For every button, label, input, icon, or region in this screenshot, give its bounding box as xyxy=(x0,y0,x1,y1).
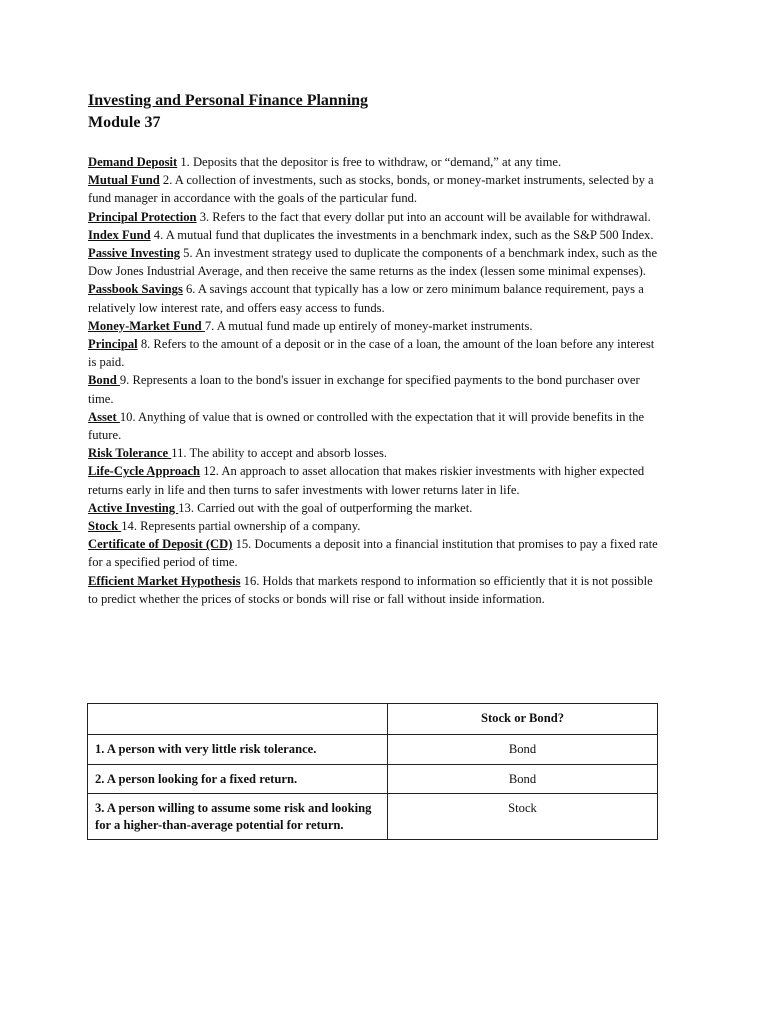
term-entry xyxy=(88,280,660,316)
term-entry xyxy=(88,535,660,571)
term-name: Index Fund xyxy=(88,227,151,242)
term-name: Risk Tolerance xyxy=(88,446,172,461)
table-row xyxy=(88,735,658,765)
term-name: Asset xyxy=(88,409,120,424)
term-name: Principal xyxy=(88,337,138,352)
table-row xyxy=(88,794,658,840)
term-entry xyxy=(88,444,660,462)
document-title: Investing and Personal Finance Planning xyxy=(88,92,369,109)
term-entry xyxy=(88,317,660,335)
term-name: Mutual Fund xyxy=(88,173,160,188)
table-row xyxy=(88,764,658,794)
term-name: Money-Market Fund xyxy=(88,318,205,333)
term-definition: 1. Deposits that the depositor is free to withdraw, or “demand,” at any time. xyxy=(177,155,562,169)
term-entry xyxy=(88,517,660,535)
term-definition: 5. An investment strategy used to duplicate the components of a benchmark index, such as the Dow Jones Industrial Average, and then receive the same returns as the index (lessen some minimal expenses). xyxy=(88,246,658,279)
term-name: Efficient Market Hypothesis xyxy=(88,573,241,588)
term-definition: 2. A collection of investments, such as stocks, bonds, or money-market instruments, selected by a fund manager in accordance with the goals of the particular fund. xyxy=(88,173,654,206)
term-definition: 14. Represents partial ownership of a company. xyxy=(121,519,361,534)
term-definition: 8. Refers to the amount of a deposit or in the case of a loan, the amount of the loan before any interest is paid. xyxy=(88,337,655,370)
scenario-cell: 2. A person looking for a fixed return. xyxy=(88,764,388,794)
term-definition: 10. Anything of value that is owned or controlled with the expectation that it will provide benefits in the future. xyxy=(88,409,645,443)
term-entry xyxy=(88,171,660,207)
term-name: Active Investing xyxy=(88,500,179,515)
term-definition: 13. Carried out with the goal of outperforming the market. xyxy=(178,500,473,515)
scenario-cell: 3. A person willing to assume some risk and looking for a higher-than-average potential for return. xyxy=(88,794,388,840)
term-definition: 16. Holds that markets respond to information so efficiently that it is not possible to predict whether the prices of stocks or bonds will rise or fall without inside information. xyxy=(88,573,653,606)
answer-cell: Bond xyxy=(388,764,658,794)
term-name: Stock xyxy=(88,519,122,534)
answer-cell: Stock xyxy=(388,794,658,840)
term-definition: 4. A mutual fund that duplicates the investments in a benchmark index, such as the S&P 500 Index. xyxy=(150,227,654,242)
term-entry xyxy=(88,244,660,280)
term-entry xyxy=(88,572,660,608)
term-name: Principal Protection xyxy=(88,209,197,224)
term-definition: 9. Represents a loan to the bond's issuer in exchange for specified payments to the bond purchaser over time. xyxy=(88,373,640,406)
term-name: Passbook Savings xyxy=(88,282,183,297)
table-header-cell-empty xyxy=(88,704,388,735)
scenario-cell: 1. A person with very little risk tolerance. xyxy=(88,735,388,765)
answer-cell: Bond xyxy=(388,735,658,765)
term-name: Bond xyxy=(88,373,120,388)
term-entry xyxy=(88,371,660,407)
term-name: Passive Investing xyxy=(88,246,181,261)
term-definition: 7. A mutual fund made up entirely of money-market instruments. xyxy=(204,318,533,333)
term-entry xyxy=(88,335,660,371)
table-header-row xyxy=(88,704,658,735)
stock-or-bond-table xyxy=(87,703,658,840)
term-definition: 6. A savings account that typically has a low or zero minimum balance requirement, pays a relatively low interest rate, and offers easy access to funds. xyxy=(88,282,644,315)
term-name: Life-Cycle Approach xyxy=(88,464,201,479)
module-number: Module 37 xyxy=(88,114,161,131)
term-definition: 15. Documents a deposit into a financial institution that promises to pay a fixed rate for a specified period of time. xyxy=(88,537,658,570)
table-header-cell: Stock or Bond? xyxy=(388,704,658,735)
term-definition: 11. The ability to accept and absorb losses. xyxy=(171,446,388,461)
term-entry xyxy=(88,153,660,171)
term-entry xyxy=(88,208,660,226)
term-definition: 12. An approach to asset allocation that makes riskier investments with higher expected returns early in life and then turns to safer investments with lower returns later in life. xyxy=(88,464,645,497)
term-name: Certificate of Deposit (CD) xyxy=(88,537,233,552)
term-name: Demand Deposit xyxy=(88,155,178,169)
term-entry xyxy=(88,499,660,517)
document-page xyxy=(88,90,660,608)
term-entry xyxy=(88,462,660,498)
term-definition: 3. Refers to the fact that every dollar put into an account will be available for withdrawal. xyxy=(196,209,651,224)
term-entry xyxy=(88,226,660,244)
vocabulary-list xyxy=(88,153,660,608)
term-entry xyxy=(88,408,660,444)
